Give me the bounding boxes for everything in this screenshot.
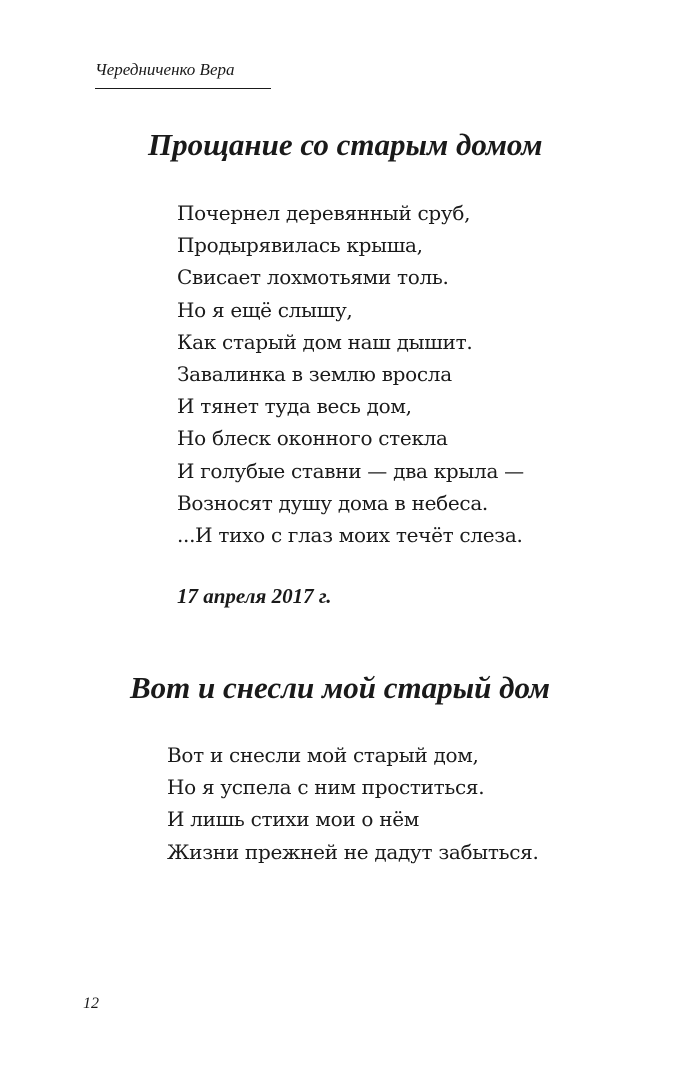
poem-line: ...И тихо с глаз моих течёт слеза.: [177, 523, 523, 548]
poem-stanza: [177, 197, 524, 551]
poem-line: Завалинка в землю вросла: [177, 362, 452, 387]
poem-title: Прощание со старым домом: [148, 127, 543, 162]
poem-line: Свисает лохмотьями толь.: [177, 265, 449, 290]
poem-line: Возносят душу дома в небеса.: [177, 490, 488, 515]
poem-line: И тянет туда весь дом,: [177, 394, 412, 419]
poem-line: Почернел деревянный сруб,: [177, 201, 471, 225]
poem-line: Но я ещё слышу,: [177, 297, 353, 322]
poem-line: Как старый дом наш дышит.: [177, 329, 473, 354]
poem-stanza: [167, 739, 539, 868]
poem-line: Продырявилась крыша,: [177, 233, 423, 258]
poem-line: И голубые ставни — два крыла —: [177, 458, 524, 483]
page-number: 12: [83, 995, 99, 1012]
poem-line: Вот и снесли мой старый дом,: [167, 743, 479, 767]
poem-line: И лишь стихи мои о нём: [167, 807, 420, 832]
poem-line: Но я успела с ним проститься.: [167, 775, 485, 800]
poem-title: Вот и снесли мой старый дом: [130, 670, 551, 705]
poem-line: Но блеск оконного стекла: [177, 426, 448, 451]
poem-line: Жизни прежней не дадут забыться.: [167, 839, 539, 864]
running-head-author: Чередниченко Вера: [95, 58, 271, 89]
poem-date: 17 апреля 2017 г.: [177, 584, 332, 608]
